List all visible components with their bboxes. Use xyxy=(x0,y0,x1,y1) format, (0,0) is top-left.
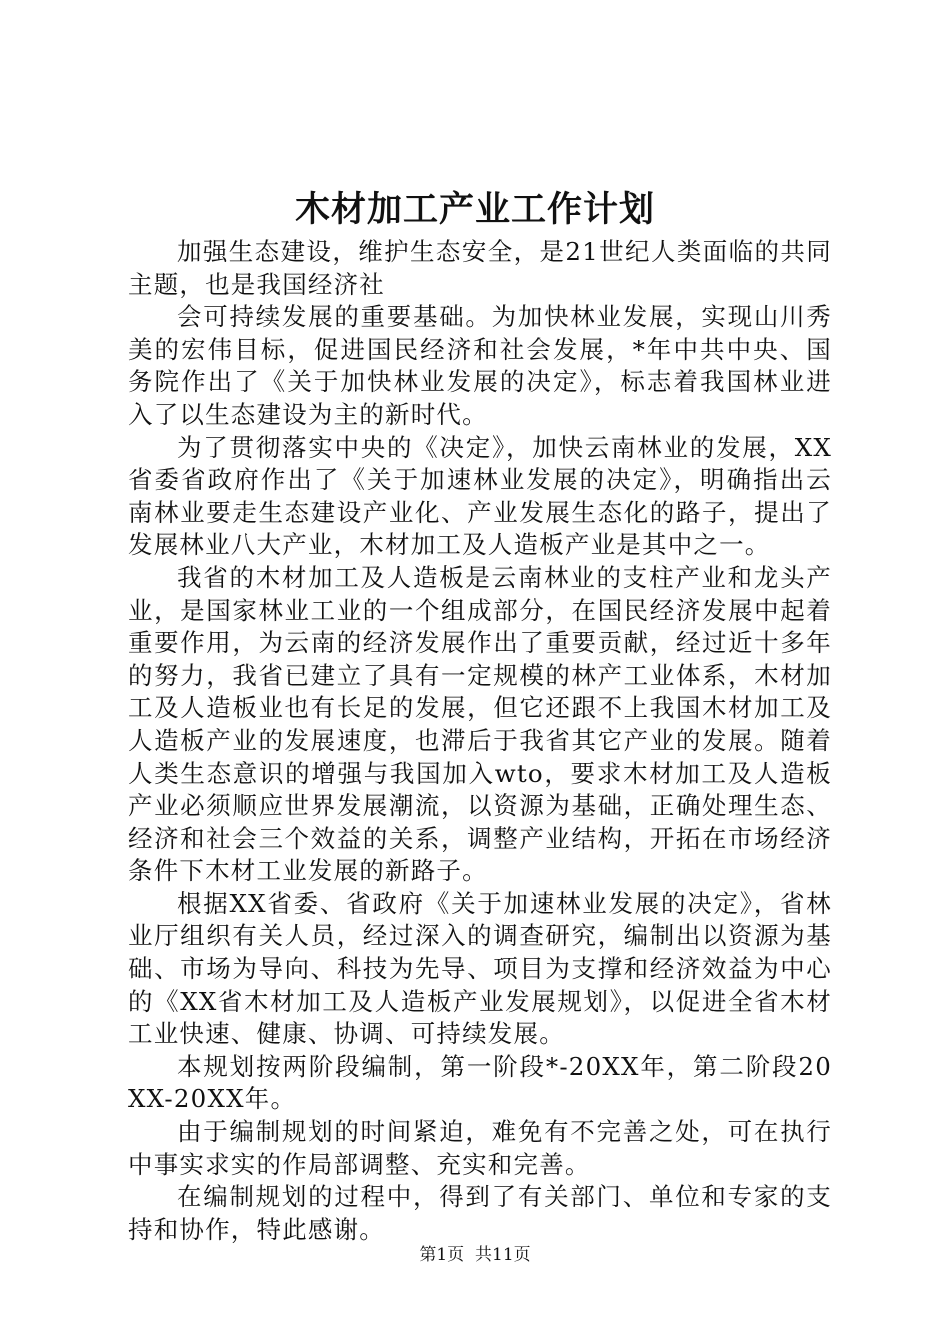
page-total: 共11页 xyxy=(475,1245,531,1265)
paragraph-4: 我省的木材加工及人造板是云南林业的支柱产业和龙头产业，是国家林业工业的一个组成部分，在国民经济发展中起着重要作用，为云南的经济发展作出了重要贡献，经过近十多年的努力，我省已建立了具有一定规模的林产工业体系，木材加工及人造板业也有长足的发展，但它还跟不上我国木材加工及人造板产业的发展速度，也滞后于我省其它产业的发展。随着人类生态意识的增强与我国加入wto，要求木材加工及人造板产业必须顺应世界发展潮流，以资源为基础，正确处理生态、经济和社会三个效益的关系，调整产业结构，开拓在市场经济条件下木材工业发展的新路子。 xyxy=(128,562,832,886)
paragraph-3: 为了贯彻落实中央的《决定》，加快云南林业的发展，XX省委省政府作出了《关于加速林业发展的决定》，明确指出云南林业要走生态建设产业化、产业发展生态化的路子，提出了发展林业八大产业，木材加工及人造板产业是其中之一。 xyxy=(128,432,832,560)
paragraph-5: 根据XX省委、省政府《关于加速林业发展的决定》，省林业厅组织有关人员，经过深入的调查研究，编制出以资源为基础、市场为导向、科技为先导、项目为支撑和经济效益为中心的《XX省木材加工及人造板产业发展规划》，以促进全省木材工业快速、健康、协调、可持续发展。 xyxy=(128,888,832,1049)
paragraph-1: 加强生态建设，维护生态安全，是21世纪人类面临的共同主题，也是我国经济社 xyxy=(128,237,832,299)
paragraph-8: 在编制规划的过程中，得到了有关部门、单位和专家的支持和协作，特此感谢。 xyxy=(128,1182,832,1244)
paragraph-7: 由于编制规划的时间紧迫，难免有不完善之处，可在执行中事实求实的作局部调整、充实和完善。 xyxy=(128,1117,832,1179)
page-footer xyxy=(0,1244,950,1266)
paragraph-6: 本规划按两阶段编制，第一阶段*-20XX年，第二阶段20XX-20XX年。 xyxy=(128,1051,832,1114)
page-number: 第1页 xyxy=(419,1245,465,1265)
document-title: 木材加工产业工作计划 xyxy=(294,189,655,230)
paragraph-2: 会可持续发展的重要基础。为加快林业发展，实现山川秀美的宏伟目标，促进国民经济和社会发展，*年中共中央、国务院作出了《关于加快林业发展的决定》，标志着我国林业进入了以生态建设为主的新时代。 xyxy=(128,302,832,429)
document-body xyxy=(128,236,832,1246)
